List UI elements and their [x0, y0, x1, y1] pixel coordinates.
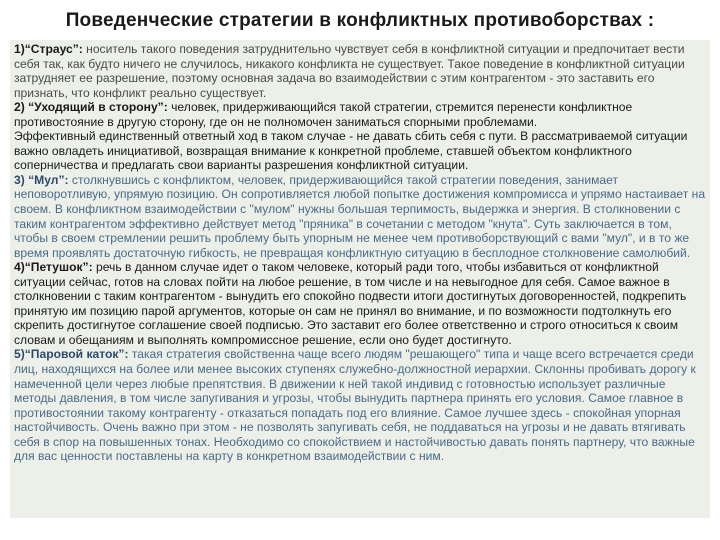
- paragraph-mule: [14, 173, 706, 260]
- paragraph-label: 4)“Петушок”:: [14, 260, 93, 275]
- paragraph-text: носитель такого поведения затруднительно чувствует себя в конфликтной ситуации и предпочитает вести себя так, как будто ничего не случилось, никакого конфликта не существует. Такое поведение в конфликтной ситуации затрудняет ее разрешение, поэтому основная задача во взаимодействии с этим контрагентом - это заставить его признать, что конфликт реально существует.: [14, 42, 685, 100]
- content-panel: [10, 40, 710, 518]
- paragraph-label: 1)“Страус”:: [14, 42, 83, 56]
- paragraph-text: человек, придерживающийся такой стратегии, стремится перенести конфликтное противостояние в другую сторону, где он не полномочен заниматься спорными проблемами.: [14, 100, 633, 129]
- paragraph-text: речь в данном случае идет о таком человеке, который ради того, чтобы избавиться от конфликтной ситуации сейчас, готов на словах пойти на любое решение, в том числе и на невыгодное для себя. Самое важное в столкновении с таким контрагентом - вынудить его спокойно подвести итоги достигнутых договоренностей, подкрепить принятую им позицию парой аргументов, которые он сам не принял во внимание, и по возможности подтолкнуть его скрепить достигнутое соглашение своей подписью. Это заставит его более ответственно и строго относиться к своим словам и обещаниям и выполнять компромиссное решение, если оно будет достигнуто.: [14, 260, 687, 347]
- paragraph-text: такая стратегия свойственна чаще всего людям "решающего" типа и чаще всего встречается среди лиц, находящихся на более или менее высоких ступенях служебно-должностной иерархии. Склонны пробивать дорогу к намеченной цели через любые препятствия. В движении к ней такой индивид с готовностью использует различные методы давления, в том числе запугивания и угрозы, чтобы вынудить партнера принять его условия. Самое главное в противостоянии такому контрагенту - отказаться попадать под его влияние. Самое лучшее здесь - спокойная упорная настойчивость. Очень важно при этом - не позволять запугивать себя, не поддаваться на угрозы и не давать втягивать себя в спор на повышенных тонах. Необходимо со спокойствием и настойчивостью давать понять партнеру, что важные для вас ценности поставлены на карту в конкретном взаимодействии с ним.: [14, 347, 696, 464]
- paragraph-label: 2) “Уходящий в сторону”:: [14, 100, 168, 115]
- paragraph-text: столкнувшись с конфликтом, человек, придерживающийся такой стратегии поведения, занимает неповоротливую, упрямую позицию. Он сопротивляется любой попытке достижения компромисса и упрямо настаивает на своем. В конфликтном взаимодействии с "мулом" нужны большая терпимость, выдержка и энергия. В столкновении с таким контрагентом эффективно действует метод "пряника" в сочетании с методом "кнута". Суть заключается в том, чтобы в своем стремлении решить проблему быть упорным не менее чем противоборствующий с вами "мул", и в то же время проявлять достаточную гибкость, не превращая конфликтную ситуацию в бесплодное столкновение самолюбий.: [14, 172, 706, 260]
- paragraph-text: Эффективный единственный ответный ход в таком случае - не давать сбить себя с пути. В рассматриваемой ситуации важно овладеть инициативой, возвращая внимание к конкретной проблеме, ставшей объектом конфликтного соперничества и предлагать свои варианты разрешения конфликтной ситуации.: [14, 129, 688, 173]
- page-title: Поведенческие стратегии в конфликтных противоборствах :: [65, 10, 655, 31]
- paragraph-label: 3) “Мул”:: [14, 172, 69, 187]
- paragraph-rooster: [14, 260, 706, 347]
- paragraph-label: 5)“Паровой каток”:: [14, 347, 129, 362]
- paragraph-ostrich: [14, 42, 706, 100]
- paragraph-side-stepper: [14, 100, 706, 129]
- paragraph-steamroller: [14, 347, 706, 463]
- paragraph-effective-move: [14, 129, 706, 173]
